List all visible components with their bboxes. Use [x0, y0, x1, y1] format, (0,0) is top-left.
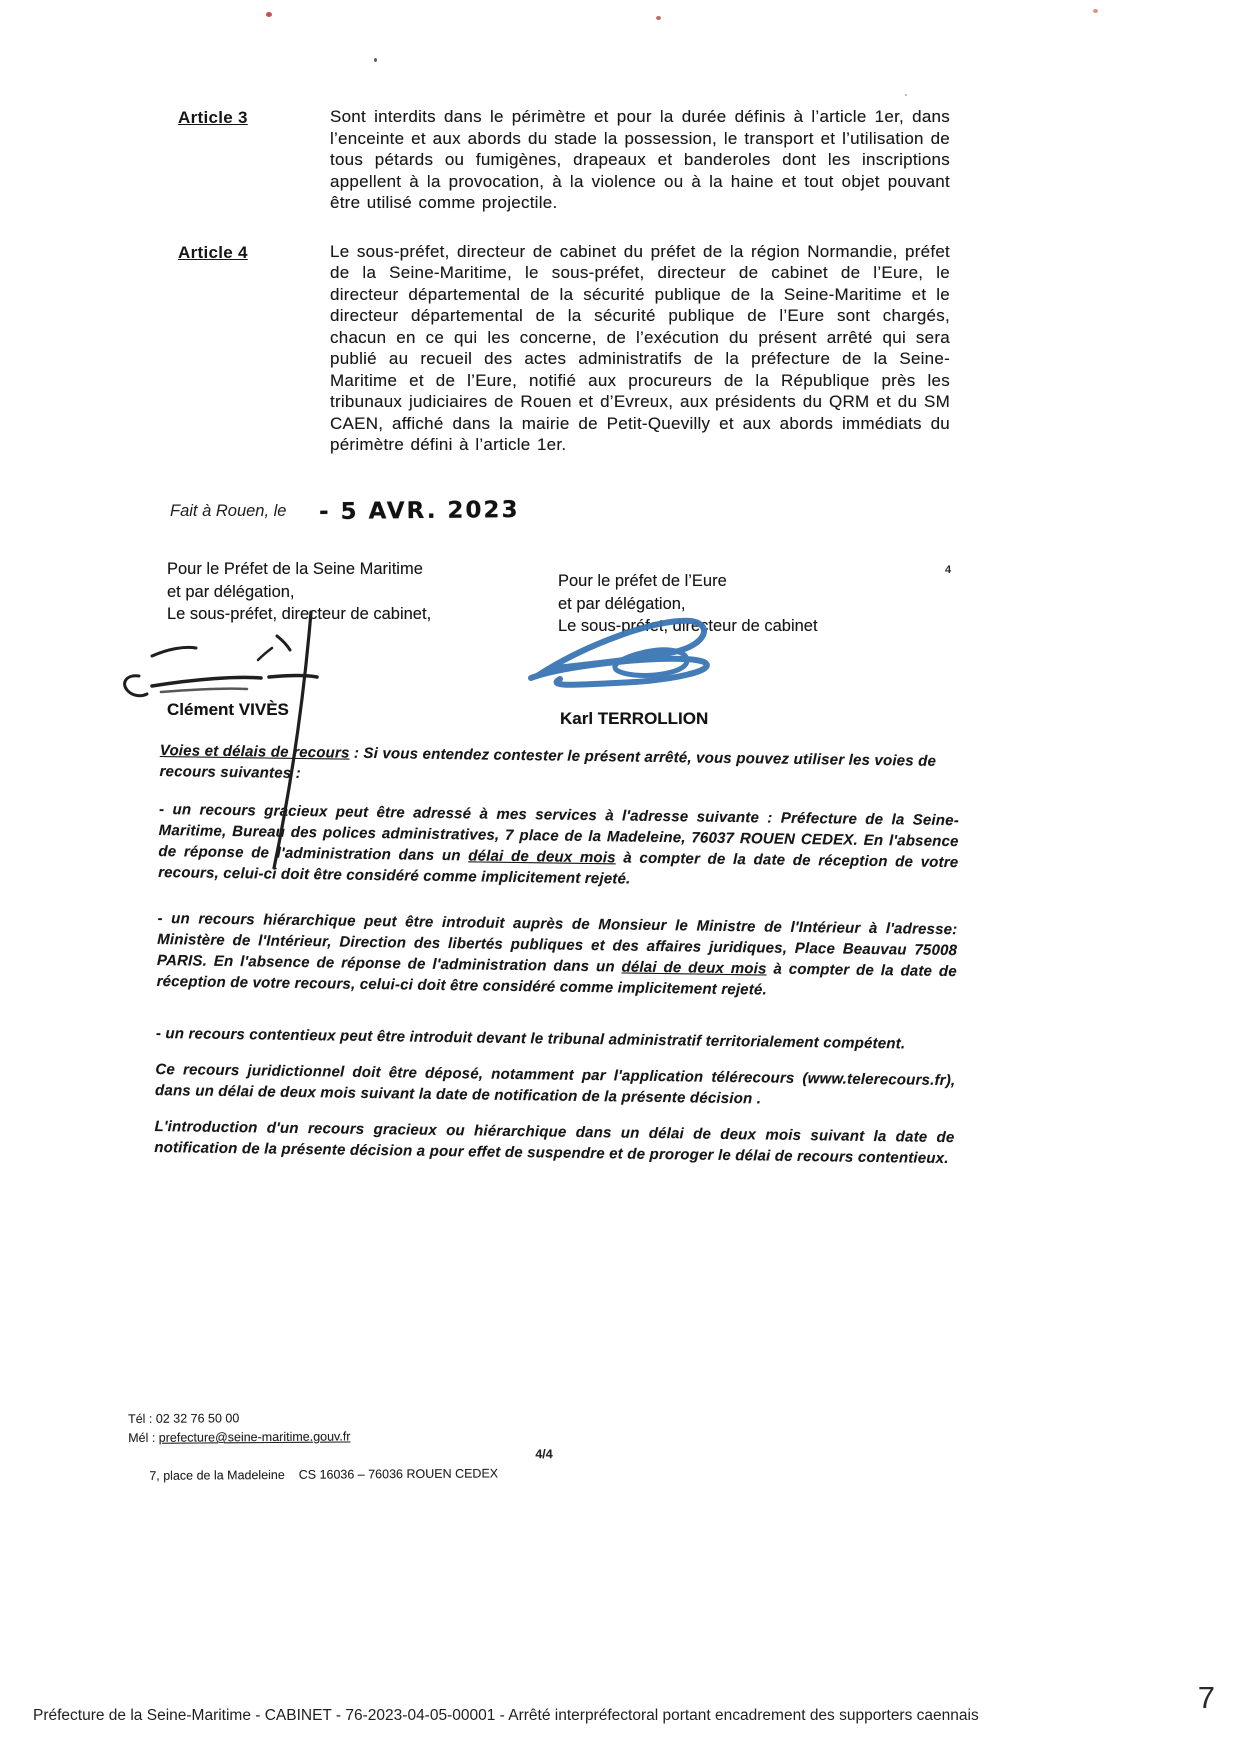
- contact-address-line: [128, 1445, 553, 1524]
- signatory-right-block: [558, 570, 818, 638]
- article-3: [178, 106, 950, 214]
- recours-section: [154, 740, 960, 1184]
- scan-speck: [656, 16, 661, 20]
- recours-heading-rest: : Si vous entendez contester le présent arrêté, vous pouvez utiliser les voies de recours suivantes :: [159, 744, 937, 782]
- signatory-right-name: Karl TERROLLION: [560, 709, 709, 728]
- article-4-label: Article 4: [178, 242, 248, 262]
- recours-hierarchique-text-end: à compter de la date de réception de votre recours, celui-ci doit être considéré comme implicitement rejeté.: [156, 960, 957, 999]
- signatory-left-line1: Pour le Préfet de la Seine Maritime: [167, 560, 423, 578]
- articles-section: [178, 106, 950, 483]
- raa-page-number: 7: [1197, 1680, 1215, 1715]
- scan-speck: [1093, 9, 1098, 13]
- article-4-text: Le sous-préfet, directeur de cabinet du préfet de la région Normandie, préfet de la Seine-Maritime, le sous-préfet, directeur de cabinet de l’Eure, le directeur départemental de la sécurité publique de la Seine-Maritime et le directeur départemental de la sécurité publique de l’Eure sont chargés, chacun en ce qui les concerne, de l’exécution du présent arrêté qui sera publié au recueil des actes administratifs de la préfecture de la Seine-Maritime et de l’Eure, notifié aux procureurs de la République près les tribunaux judiciaires de Rouen et d’Evreux, aux présidents du QRM et du SM CAEN, affiché dans la mairie de Petit-Quevilly et aux abords immédiats du périmètre défini à l’article 1er.: [330, 241, 950, 454]
- article-4: [178, 241, 950, 456]
- scan-artifact-glyph: 4: [945, 564, 952, 576]
- dateline-prefix: Fait à Rouen, le: [170, 502, 287, 520]
- recours-hierarchique-text: - un recours hiérarchique peut être introduit auprès de Monsieur le Ministre de l'Intérieur à l'adresse: Ministère de l'Intérieur, Direction des libertés publiques et des affaires juridiques, Place Beauvau 75008 PARIS. En l'absence de réponse de l'administration dans un: [156, 909, 958, 976]
- scan-speck: [266, 12, 272, 17]
- signatory-right-line3: Le sous-préfet, directeur de cabinet: [558, 617, 818, 635]
- recours-introduction-paragraph: L'introduction d'un recours gracieux ou hiérarchique dans un délai de deux mois suivant la date de notification de la présente décision a pour effet de suspendre et de proroger le délai de recours contentieux.: [154, 1117, 955, 1168]
- contact-address: 7, place de la Madeleine CS 16036 – 76036 ROUEN CEDEX: [149, 1466, 499, 1483]
- signatory-left-name: Clément VIVÈS: [167, 700, 289, 719]
- signatory-left-line2: et par délégation,: [167, 582, 295, 601]
- scan-page-marker: 4/4: [535, 1447, 553, 1462]
- recours-gracieux-paragraph: [158, 799, 959, 894]
- recours-hierarchique-paragraph: [156, 908, 957, 1003]
- signatory-right-line2: et par délégation,: [558, 594, 686, 613]
- recours-gracieux-text: - un recours gracieux peut être adressé à mes services à l'adresse suivante : Préfecture de la Seine-Maritime, Bureau des polices administratives, 7 place de la Madeleine, 76037 ROUEN CEDEX. En l'absence de réponse de l'administration dans un: [158, 800, 960, 865]
- date-stamp: - 5 AVR. 2023: [318, 496, 520, 526]
- article-3-label: Article 3: [178, 108, 248, 127]
- scan-speck: [905, 94, 907, 96]
- signatory-right-line1: Pour le préfet de l’Eure: [558, 572, 727, 590]
- recours-contentieux-paragraph: - un recours contentieux peut être introduit devant le tribunal administratif territorialement compétent.: [155, 1024, 906, 1053]
- contact-phone: Tél : 02 32 76 50 00: [128, 1411, 240, 1426]
- dateline: [170, 498, 519, 524]
- raa-caption: Préfecture de la Seine-Maritime - CABINET - 76-2023-04-05-00001 - Arrêté interpréfectoral portant encadrement des supporters caennais: [33, 1707, 979, 1724]
- contact-email-line: [128, 1426, 498, 1448]
- recours-gracieux-delay-underlined: délai de deux mois: [468, 847, 616, 867]
- article-3-text: Sont interdits dans le périmètre et pour la durée définis à l’article 1er, dans l’enceinte et aux abords du stade la possession, le transport et l’utilisation de tous pétards ou fumigènes, drapeaux et banderoles dont les inscriptions appellent à la provocation, à la violence ou à la haine et tout objet pouvant être utilisé comme projectile.: [330, 107, 950, 212]
- signatory-left-block: [167, 558, 431, 626]
- contact-block: [128, 1407, 553, 1524]
- recours-juridictionnel-paragraph: Ce recours juridictionnel doit être déposé, notamment par l'application télérecours (www.telerecours.fr), dans un délai de deux mois suivant la date de notification de la présente décision .: [154, 1060, 956, 1108]
- contact-email-label: Mél :: [128, 1430, 159, 1445]
- scan-speck: [374, 58, 377, 62]
- signatory-left-line3: Le sous-préfet, directeur de cabinet,: [167, 605, 432, 623]
- recours-gracieux-text-end: à compter de la date de réception de votre recours, celui-ci doit être considéré comme implicitement rejeté.: [158, 849, 959, 888]
- recours-hierarchique-delay-underlined: délai de deux mois: [621, 958, 767, 978]
- recours-heading-underlined: Voies et délais de recours: [159, 741, 350, 762]
- contact-email-value: prefecture@seine-maritime.gouv.fr: [158, 1429, 351, 1445]
- recours-heading: [159, 740, 960, 793]
